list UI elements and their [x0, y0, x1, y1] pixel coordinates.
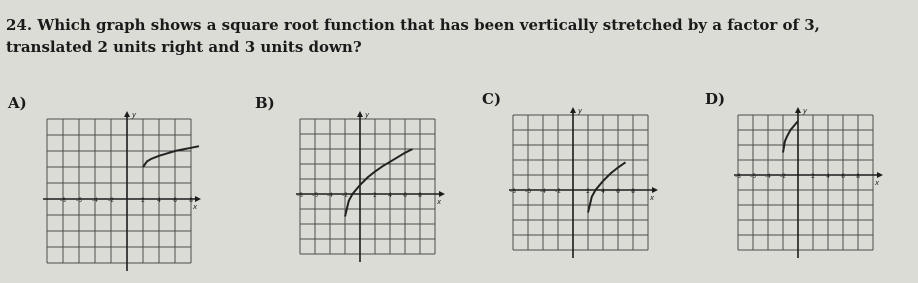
x-tick-label: 2 — [586, 188, 590, 195]
x-axis-label: x — [193, 203, 198, 211]
x-tick-label: -8 — [297, 192, 303, 199]
x-tick-label: 2 — [141, 197, 145, 204]
choice-label-c[interactable]: C) — [482, 90, 502, 108]
x-tick-label: -6 — [312, 192, 318, 199]
x-tick-label: 8 — [856, 173, 860, 180]
x-tick-label: -4 — [765, 173, 771, 180]
x-axis-label: x — [650, 194, 655, 202]
graph-c[interactable] — [505, 100, 670, 255]
square-root-curve — [345, 149, 413, 217]
graph-d[interactable] — [730, 100, 895, 255]
grid — [300, 119, 435, 254]
grid — [513, 115, 648, 250]
question-prompt: Which graph shows a square root function that has been vertically stretched by a factor of 3, translated 2 units right and 3 units down? — [6, 16, 820, 56]
x-tick-label: -8 — [60, 197, 66, 204]
y-axis-label: y — [578, 107, 583, 115]
x-tick-label: -2 — [780, 173, 786, 180]
x-tick-label: -2 — [555, 188, 561, 195]
x-tick-label: 4 — [388, 192, 392, 199]
x-axis-label: x — [437, 198, 442, 206]
x-axis-label: x — [875, 179, 880, 187]
graph-a[interactable] — [37, 111, 217, 271]
question-number: 24. — [6, 16, 33, 34]
x-tick-label: -6 — [525, 188, 531, 195]
x-tick-label: -2 — [108, 197, 114, 204]
x-tick-label: 4 — [826, 173, 830, 180]
x-tick-label: 4 — [601, 188, 605, 195]
y-axis-arrow-icon — [357, 111, 363, 117]
choice-label-b[interactable]: B) — [255, 94, 275, 112]
x-axis-arrow-icon — [652, 187, 658, 193]
x-tick-label: 2 — [373, 192, 377, 199]
grid — [738, 115, 873, 250]
x-tick-label: -4 — [327, 192, 333, 199]
question-text — [6, 14, 906, 58]
x-tick-label: -6 — [76, 197, 82, 204]
choice-label-a[interactable]: A) — [8, 94, 27, 112]
y-axis-arrow-icon — [570, 107, 576, 113]
graph-b[interactable] — [292, 111, 462, 266]
grid — [47, 119, 191, 263]
x-tick-label: 8 — [189, 197, 193, 204]
x-tick-label: -6 — [750, 173, 756, 180]
x-axis-arrow-icon — [439, 191, 445, 197]
x-tick-label: 4 — [157, 197, 161, 204]
x-tick-label: 6 — [403, 192, 407, 199]
x-tick-label: 8 — [631, 188, 635, 195]
y-axis-arrow-icon — [124, 111, 130, 117]
x-tick-label: 6 — [173, 197, 177, 204]
y-axis-arrow-icon — [795, 107, 801, 113]
x-tick-label: -2 — [342, 192, 348, 199]
y-axis-label: y — [803, 107, 808, 115]
x-tick-label: 8 — [418, 192, 422, 199]
x-tick-label: -4 — [540, 188, 546, 195]
x-tick-label: 6 — [616, 188, 620, 195]
choice-label-d[interactable]: D) — [705, 90, 726, 108]
x-axis-arrow-icon — [195, 196, 201, 202]
y-axis-label: y — [132, 111, 137, 119]
x-tick-label: -4 — [92, 197, 98, 204]
x-tick-label: -8 — [735, 173, 741, 180]
x-tick-label: -8 — [510, 188, 516, 195]
x-axis-arrow-icon — [877, 172, 883, 178]
x-tick-label: 2 — [811, 173, 815, 180]
square-root-curve — [783, 121, 798, 153]
x-tick-label: 6 — [841, 173, 845, 180]
y-axis-label: y — [365, 111, 370, 119]
